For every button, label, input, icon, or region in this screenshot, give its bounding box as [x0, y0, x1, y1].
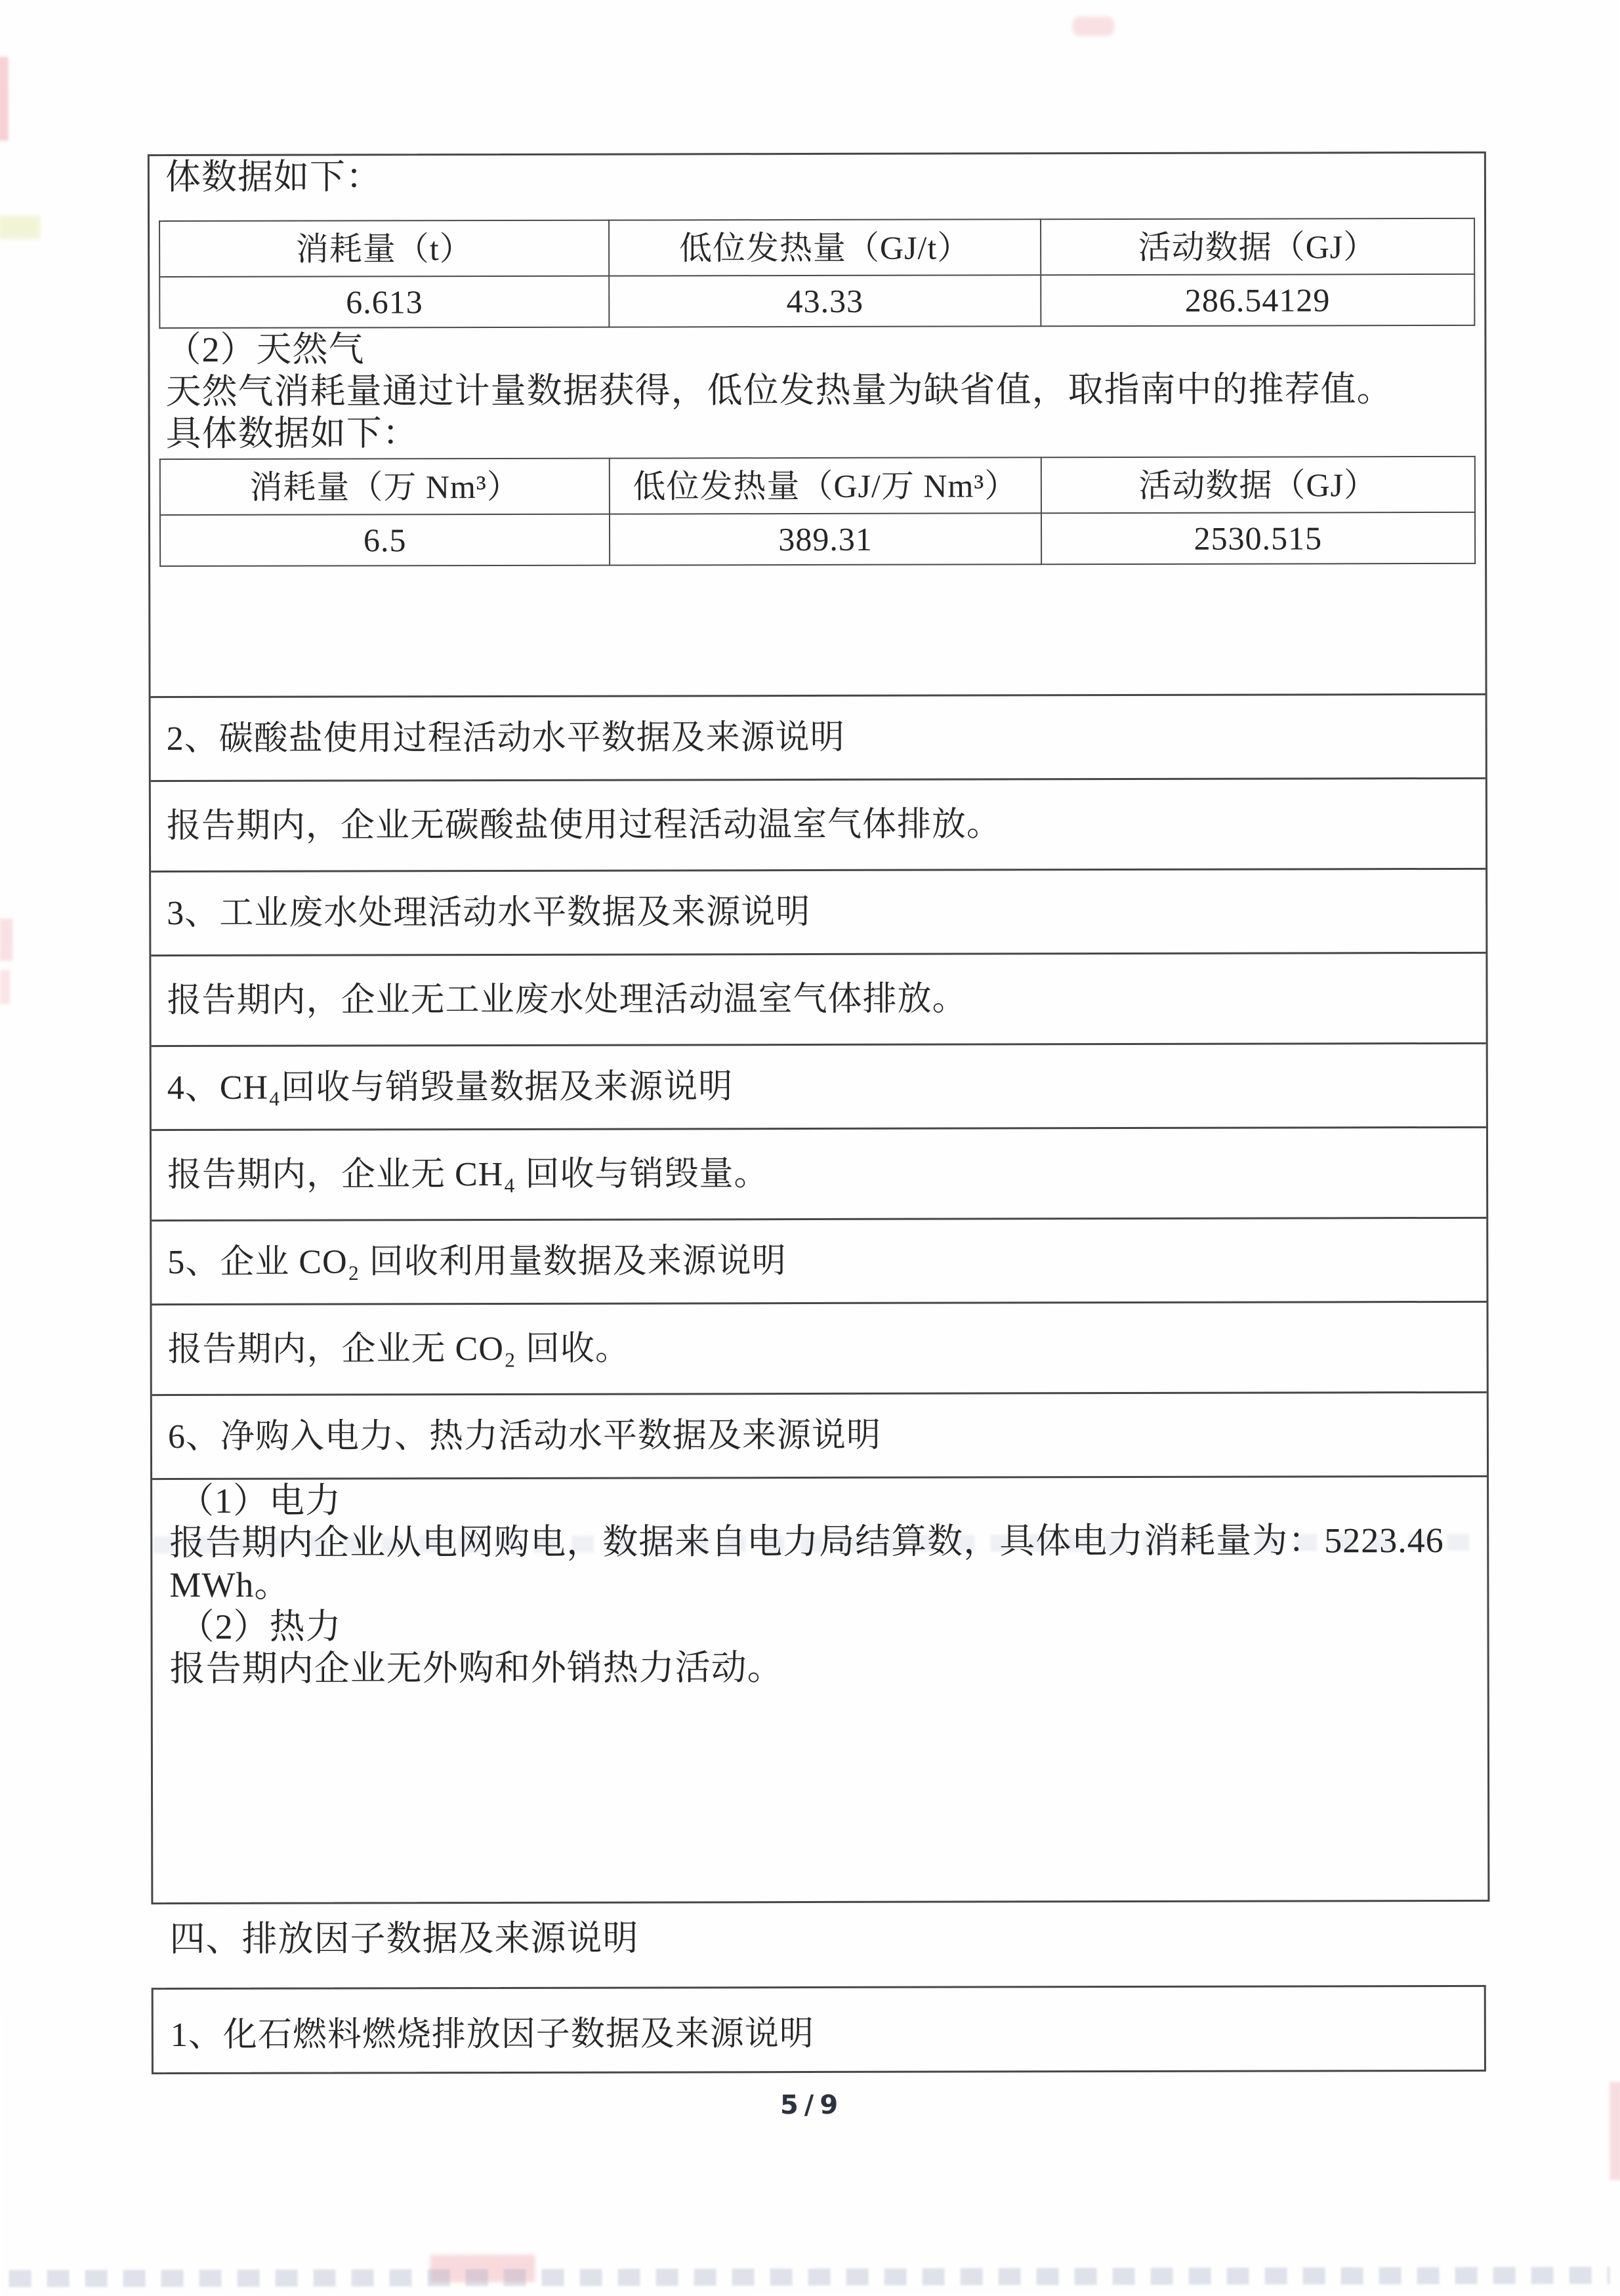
electricity-subheading: （1）电力: [178, 1481, 342, 1521]
section-heading-co2-recovery: [152, 1217, 1486, 1303]
table-value-row: [159, 274, 1474, 328]
table-value-row: [160, 512, 1475, 566]
col-header-activity-data: 活动数据（GJ）: [1041, 218, 1475, 275]
gas-subsection-heading: （2）天然气: [165, 329, 365, 370]
cell-activity-data-value: 2530.515: [1041, 512, 1476, 564]
scan-yellow-smudge: [0, 215, 40, 239]
section-body-carbonate: [151, 777, 1485, 871]
section-heading-purchased-energy: [152, 1391, 1487, 1478]
coal-intro-text: 体数据如下：: [165, 157, 382, 197]
page-number: 5/9: [779, 2089, 844, 2121]
section-body-ch4-recovery: [152, 1126, 1486, 1220]
section-body-text: 报告期内，企业无碳酸盐使用过程活动温室气体排放。: [166, 805, 1002, 845]
fuel-activity-block: [150, 154, 1485, 696]
emission-factor-table-start: [152, 1985, 1486, 2074]
cell-consumption-value: 6.613: [159, 276, 610, 328]
gas-intro-text: 具体数据如下：: [165, 413, 419, 454]
col-header-consumption: 消耗量（t）: [159, 220, 610, 277]
gas-data-table: [159, 456, 1476, 567]
scan-red-mark-left-middle: [0, 919, 12, 961]
table-header-row: [160, 457, 1475, 515]
heat-body-text: 报告期内企业无外购和外销热力活动。: [169, 1648, 783, 1689]
section-heading-text: 6、净购入电力、热力活动水平数据及来源说明: [167, 1416, 881, 1456]
section-body-wastewater: [151, 952, 1485, 1045]
electricity-detail-line1: 报告期内企业从电网购电，数据来自电力局结算数，具体电力消耗量为：5223.46: [169, 1520, 1444, 1563]
table-header-row: [159, 218, 1474, 277]
gas-source-note: 天然气消耗量通过计量数据获得，低位发热量为缺省值，取指南中的推荐值。: [165, 369, 1393, 412]
heat-subheading: （2）热力: [178, 1607, 342, 1647]
activity-data-outer-table: [148, 152, 1490, 1904]
purchased-energy-block: [152, 1475, 1487, 1902]
section-body-co2-recovery: [152, 1301, 1486, 1394]
section-heading-ch4-recovery: [152, 1042, 1486, 1129]
section-heading-text: 4、CH₄回收与销毁量数据及来源说明: [167, 1067, 734, 1107]
col-header-heating-value: 低位发热量（GJ/t）: [609, 219, 1040, 276]
section-heading-text: 3、工业废水处理活动水平数据及来源说明: [167, 893, 811, 932]
section-body-text: 报告期内，企业无 CH₄ 回收与销毁量。: [167, 1155, 769, 1194]
col-header-activity-data: 活动数据（GJ）: [1041, 457, 1475, 513]
cell-consumption-value: 6.5: [160, 514, 610, 566]
section-heading-wastewater: [151, 868, 1485, 954]
ghost-bleedthrough-line-bottom: [9, 2266, 1610, 2287]
section-heading-carbonate: [151, 693, 1485, 780]
scan-red-mark-left-top: [0, 57, 9, 141]
chapter-heading-emission-factors: 四、排放因子数据及来源说明: [169, 1918, 639, 1959]
electricity-detail-line2: MWh。: [169, 1565, 291, 1605]
cell-heating-value: 389.31: [610, 513, 1041, 565]
cell-activity-data-value: 286.54129: [1041, 274, 1475, 326]
section-heading-text: 5、企业 CO₂ 回收利用量数据及来源说明: [167, 1242, 787, 1281]
section-heading-text: 2、碳酸盐使用过程活动水平数据及来源说明: [166, 718, 845, 758]
col-header-heating-value: 低位发热量（GJ/万 Nm³）: [610, 457, 1041, 514]
cell-heating-value: 43.33: [610, 275, 1041, 327]
section-body-text: 报告期内，企业无工业废水处理活动温室气体排放。: [167, 979, 967, 1019]
coal-data-table: [159, 218, 1475, 329]
section-body-text: 报告期内，企业无 CO₂ 回收。: [167, 1330, 631, 1368]
scan-red-mark-bottom: [430, 2255, 535, 2282]
scan-red-mark-left-middle-2: [0, 970, 10, 1004]
factor-section-heading-text: 1、化石燃料燃烧排放因子数据及来源说明: [170, 2015, 814, 2054]
col-header-consumption: 消耗量（万 Nm³）: [160, 459, 610, 515]
scan-red-mark-top-right: [1072, 16, 1114, 36]
